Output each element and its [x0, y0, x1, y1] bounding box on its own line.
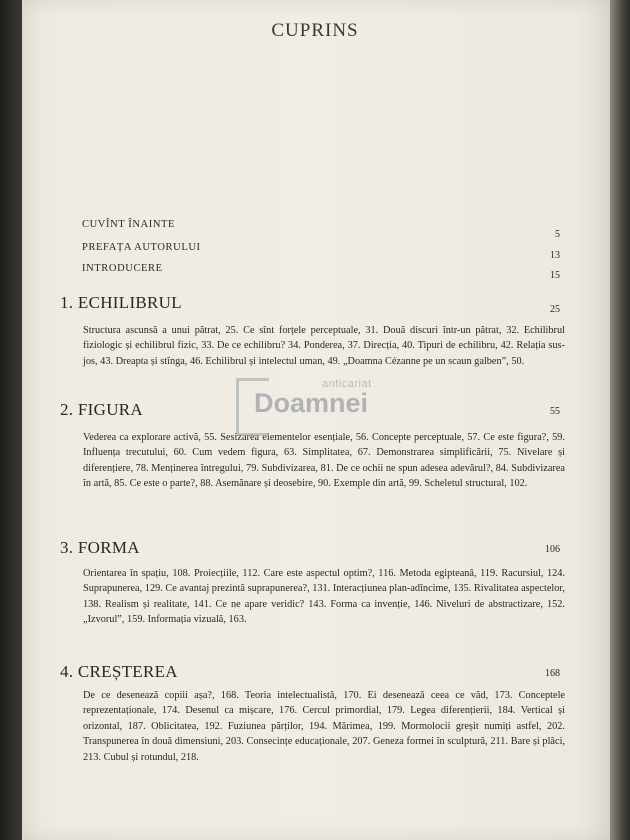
watermark-logo — [236, 376, 406, 438]
chapter-contents: Vederea ca explorare activă, 55. Sesizarea elementelor esențiale, 56. Concepte perceptuale, 57. Ce este figura?, 59. Influența trecutului, 60. Cum vedem figura, 63. Simplitatea, 67. Demonstrarea simplificării, 75. Nivelare și diferențiere, 78. Menținerea întregului, 79. Subdivizarea, 81. De ce ochii ne spun adesea adevărul?, 84. Subdivizarea în artă, 85. Ce este o parte?, 88. Asemănare și deosebire, 90. Exemple din artă, 99. Scheletul structural, 102. — [83, 432, 565, 490]
watermark-small-text: anticariat — [322, 378, 372, 390]
book-spine-shadow — [0, 0, 22, 840]
chapter-page: 168 — [545, 668, 560, 679]
front-item-page: 13 — [550, 250, 560, 261]
front-item-label: PREFAȚA AUTORULUI — [82, 242, 201, 253]
chapter-title: 4. CREȘTEREA — [60, 662, 178, 681]
chapter-page: 106 — [545, 544, 560, 555]
page-title: CUPRINS — [271, 20, 359, 41]
watermark-big-text: Doamnei — [254, 388, 369, 418]
chapter-page: 55 — [550, 406, 560, 417]
front-item-page: 15 — [550, 270, 560, 281]
chapter-title: 2. FIGURA — [60, 400, 143, 419]
front-item-page: 5 — [555, 229, 560, 240]
page-edge — [610, 0, 630, 840]
front-item-label: CUVÎNT ÎNAINTE — [82, 219, 176, 230]
chapter-title: 3. FORMA — [60, 538, 140, 557]
chapter-contents: Structura ascunsă a unui pătrat, 25. Ce sînt forțele perceptuale, 31. Două discuri într-un pătrat, 32. Echilibrul fiziologic și echilibrul fizic, 33. De ce echilibru? 34. Ponderea, 37. Direcția, 40. Tipuri de echilibru, 42. Relația sus-jos, 43. Dreapta și stînga, 46. Echilibrul și intelectul uman, 49. „Doamna Cézanne pe un scaun galben”, 50. — [83, 325, 565, 367]
front-item-label: INTRODUCERE — [82, 263, 163, 274]
chapter-contents: De ce desenează copiii așa?, 168. Teoria intelectualistă, 170. Ei desenează ceea ce văd, 173. Conceptele reprezentaționale, 174. Desenul ca mișcare, 176. Cercul primordial, 179. Legea diferențierii, 184. Vertical și orizontal, 187. Oblicitatea, 192. Fuziunea părților, 194. Mărimea, 199. Mormolocii greșit numiți astfel, 202. Transpunerea în două dimensiuni, 203. Consecințe educaționale, 207. Geneza formei în sculptură, 211. Bare și plăci, 213. Cubul și rotundul, 218. — [83, 690, 565, 763]
chapter-title: 1. ECHILIBRUL — [60, 293, 182, 312]
chapter-contents: Orientarea în spațiu, 108. Proiecțiile, 112. Care este aspectul optim?, 116. Metoda egipteană, 119. Racursiul, 124. Suprapunerea, 129. Ce avantaj prezintă suprapunerea?, 131. Interacțiunea plan-adîncime, 135. Rivalitatea aspectelor, 138. Realism și realitate, 141. Ce ne apare veridic? 143. Forma ca invenție, 146. Niveluri de abstractizare, 152. „Izvorul”, 159. Informația vizuală, 163. — [83, 568, 565, 626]
chapter-page: 25 — [550, 304, 560, 315]
